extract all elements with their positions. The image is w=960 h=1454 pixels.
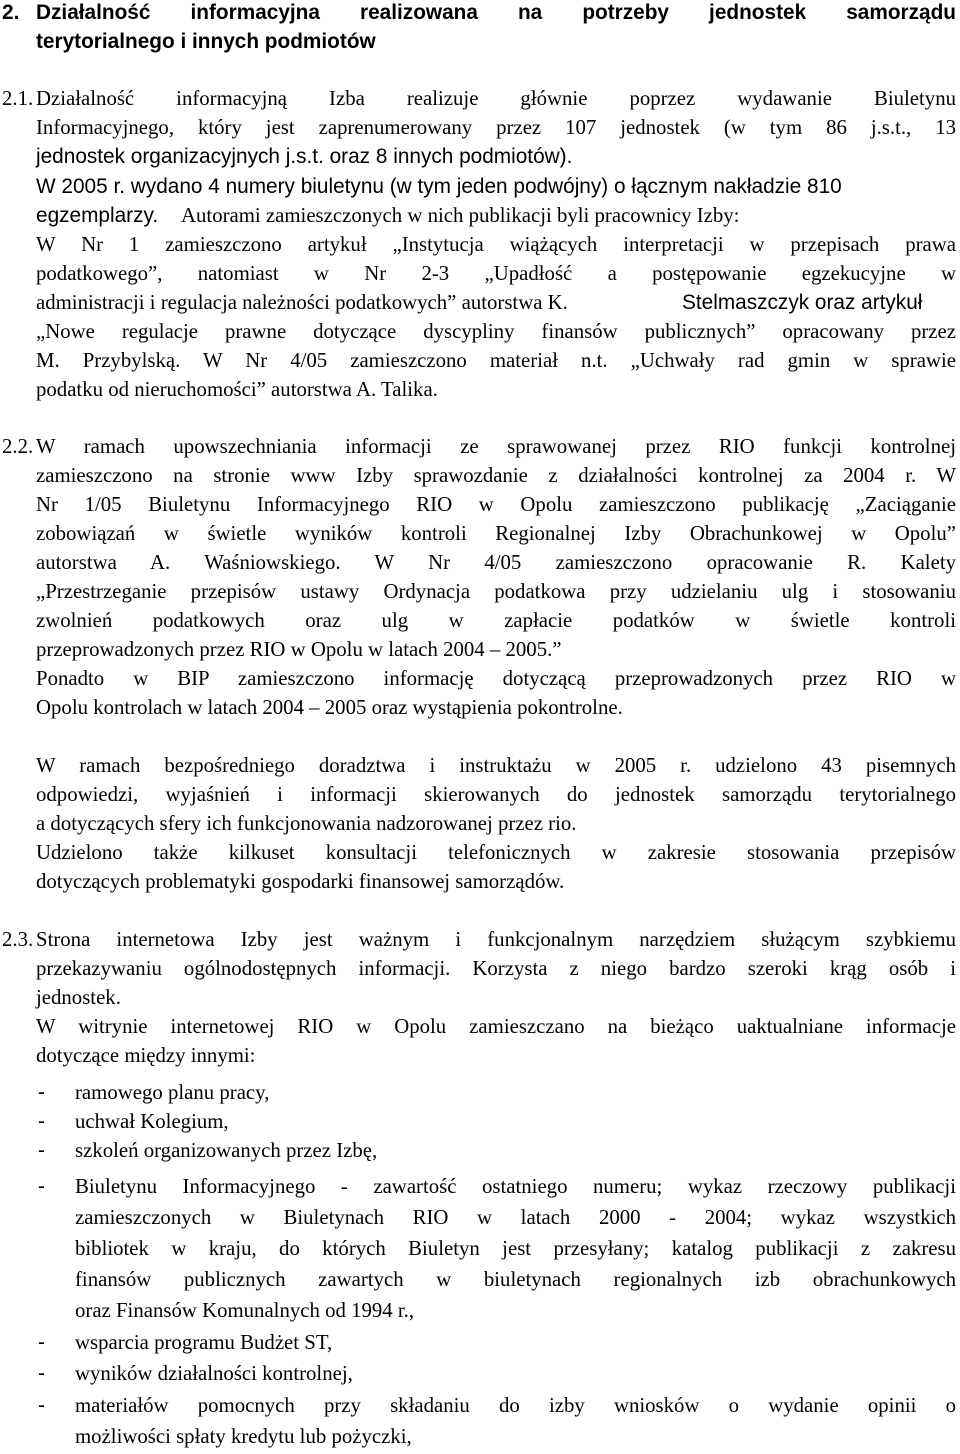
paragraph-line: podatku od nieruchomości” autorstwa A. Talika.	[36, 378, 438, 401]
bullet-dash: -	[38, 1362, 45, 1385]
paragraph-line: zamieszczono na stronie www Izby sprawozdanie z działalności kontrolnej za 2004 r. W	[36, 464, 956, 487]
bullet-text: bibliotek w kraju, do których Biuletyn jest przesyłany; katalog publikacji z zakresu	[75, 1237, 956, 1260]
bullet-dash: -	[38, 1331, 45, 1354]
paragraph-line: podatkowego”, natomiast w Nr 2-3 „Upadłość a postępowanie egzekucyjne w	[36, 262, 956, 285]
bullet-dash: -	[38, 1139, 45, 1162]
paragraph-number: 2.2.	[2, 435, 34, 458]
bullet-text: możliwości spłaty kredytu lub pożyczki,	[75, 1425, 412, 1448]
paragraph-line: odpowiedzi, wyjaśnień i informacji skierowanych do jednostek samorządu terytorialnego	[36, 783, 956, 806]
bullet-text: wsparcia programu Budżet ST,	[75, 1331, 333, 1354]
paragraph-line: jednostek.	[36, 986, 121, 1009]
bullet-dash: -	[38, 1175, 45, 1198]
bullet-dash: -	[38, 1110, 45, 1133]
bullet-dash: -	[38, 1394, 45, 1417]
paragraph-line: egzemplarzy.	[36, 204, 159, 227]
paragraph-line: Nr 1/05 Biuletynu Informacyjnego RIO w Opolu zamieszczono publikację „Zaciąganie	[36, 493, 956, 516]
paragraph-line: dotyczących problematyki gospodarki finansowej samorządów.	[36, 870, 565, 893]
paragraph-line: „Nowe regulacje prawne dotyczące dyscypliny finansów publicznych” opracowany przez	[36, 320, 956, 343]
paragraph-line: Ponadto w BIP zamieszczono informację dotyczącą przeprowadzonych przez RIO w	[36, 667, 956, 690]
paragraph-line: Strona internetowa Izby jest ważnym i funkcjonalnym narzędziem służącym szybkiemu	[36, 928, 956, 951]
bullet-text: ramowego planu pracy,	[75, 1081, 270, 1104]
bullet-text: uchwał Kolegium,	[75, 1110, 229, 1133]
paragraph-line: dotyczące między innymi:	[36, 1044, 256, 1067]
bullet-dash: -	[38, 1081, 45, 1104]
paragraph-line: Działalność informacyjną Izba realizuje głównie poprzez wydawanie Biuletynu	[36, 87, 956, 110]
bullet-text: szkoleń organizowanych przez Izbę,	[75, 1139, 378, 1162]
bullet-text: oraz Finansów Komunalnych od 1994 r.,	[75, 1299, 415, 1322]
paragraph-line: Informacyjnego, który jest zaprenumerowany przez 107 jednostek (w tym 86 j.s.t., 13	[36, 116, 956, 139]
paragraph-line: a dotyczących sfery ich funkcjonowania nadzorowanej przez rio.	[36, 812, 577, 835]
paragraph-line: W witrynie internetowej RIO w Opolu zamieszczano na bieżąco uaktualniane informacje	[36, 1015, 956, 1038]
bullet-text: finansów publicznych zawartych w biuletynach regionalnych izb obrachunkowych	[75, 1268, 956, 1291]
section-heading-line: terytorialnego i innych podmiotów	[36, 30, 376, 53]
bullet-text: Biuletynu Informacyjnego - zawartość ostatniego numeru; wykaz rzeczowy publikacji	[75, 1175, 956, 1198]
bullet-text: materiałów pomocnych przy składaniu do izby wniosków o wydanie opinii o	[75, 1394, 956, 1417]
section-number: 2.	[2, 1, 20, 24]
paragraph-line: W ramach bezpośredniego doradztwa i instruktażu w 2005 r. udzielono 43 pisemnych	[36, 754, 956, 777]
paragraph-line: autorstwa A. Waśniowskiego. W Nr 4/05 zamieszczono opracowanie R. Kalety	[36, 551, 956, 574]
paragraph-number: 2.1.	[2, 87, 34, 110]
bullet-text: wyników działalności kontrolnej,	[75, 1362, 353, 1385]
paragraph-line: Opolu kontrolach w latach 2004 – 2005 oraz wystąpienia pokontrolne.	[36, 696, 623, 719]
paragraph-line: „Przestrzeganie przepisów ustawy Ordynacja podatkowa przy udzielaniu ulg i stosowaniu	[36, 580, 956, 603]
paragraph-line: administracji i regulacja należności podatkowych” autorstwa K.	[36, 291, 568, 314]
paragraph-line: W ramach upowszechniania informacji ze sprawowanej przez RIO funkcji kontrolnej	[36, 435, 956, 458]
paragraph-line: jednostek organizacyjnych j.s.t. oraz 8 innych podmiotów).	[36, 145, 573, 168]
paragraph-line: zobowiązań w świetle wyników kontroli Regionalnej Izby Obrachunkowej w Opolu”	[36, 522, 956, 545]
paragraph-number: 2.3.	[2, 928, 34, 951]
paragraph-line: Stelmaszczyk oraz artykuł	[682, 291, 923, 314]
paragraph-line: przekazywaniu ogólnodostępnych informacji. Korzysta z niego bardzo szeroki krąg osób i	[36, 957, 956, 980]
paragraph-line: Autorami zamieszczonych w nich publikacji byli pracownicy Izby:	[181, 204, 740, 227]
paragraph-line: W Nr 1 zamieszczono artykuł „Instytucja wiążących interpretacji w przepisach prawa	[36, 233, 956, 256]
bullet-text: zamieszczonych w Biuletynach RIO w latach 2000 - 2004; wykaz wszystkich	[75, 1206, 956, 1229]
paragraph-line: Udzielono także kilkuset konsultacji telefonicznych w zakresie stosowania przepisów	[36, 841, 956, 864]
paragraph-line: przeprowadzonych przez RIO w Opolu w latach 2004 – 2005.”	[36, 638, 562, 661]
section-heading-line: Działalność informacyjna realizowana na potrzeby jednostek samorządu	[36, 1, 956, 24]
paragraph-line: zwolnień podatkowych oraz ulg w zapłacie podatków w świetle kontroli	[36, 609, 956, 632]
paragraph-line: M. Przybylską. W Nr 4/05 zamieszczono materiał n.t. „Uchwały rad gmin w sprawie	[36, 349, 956, 372]
paragraph-line: W 2005 r. wydano 4 numery biuletynu (w tym jeden podwójny) o łącznym nakładzie 810	[36, 175, 842, 198]
